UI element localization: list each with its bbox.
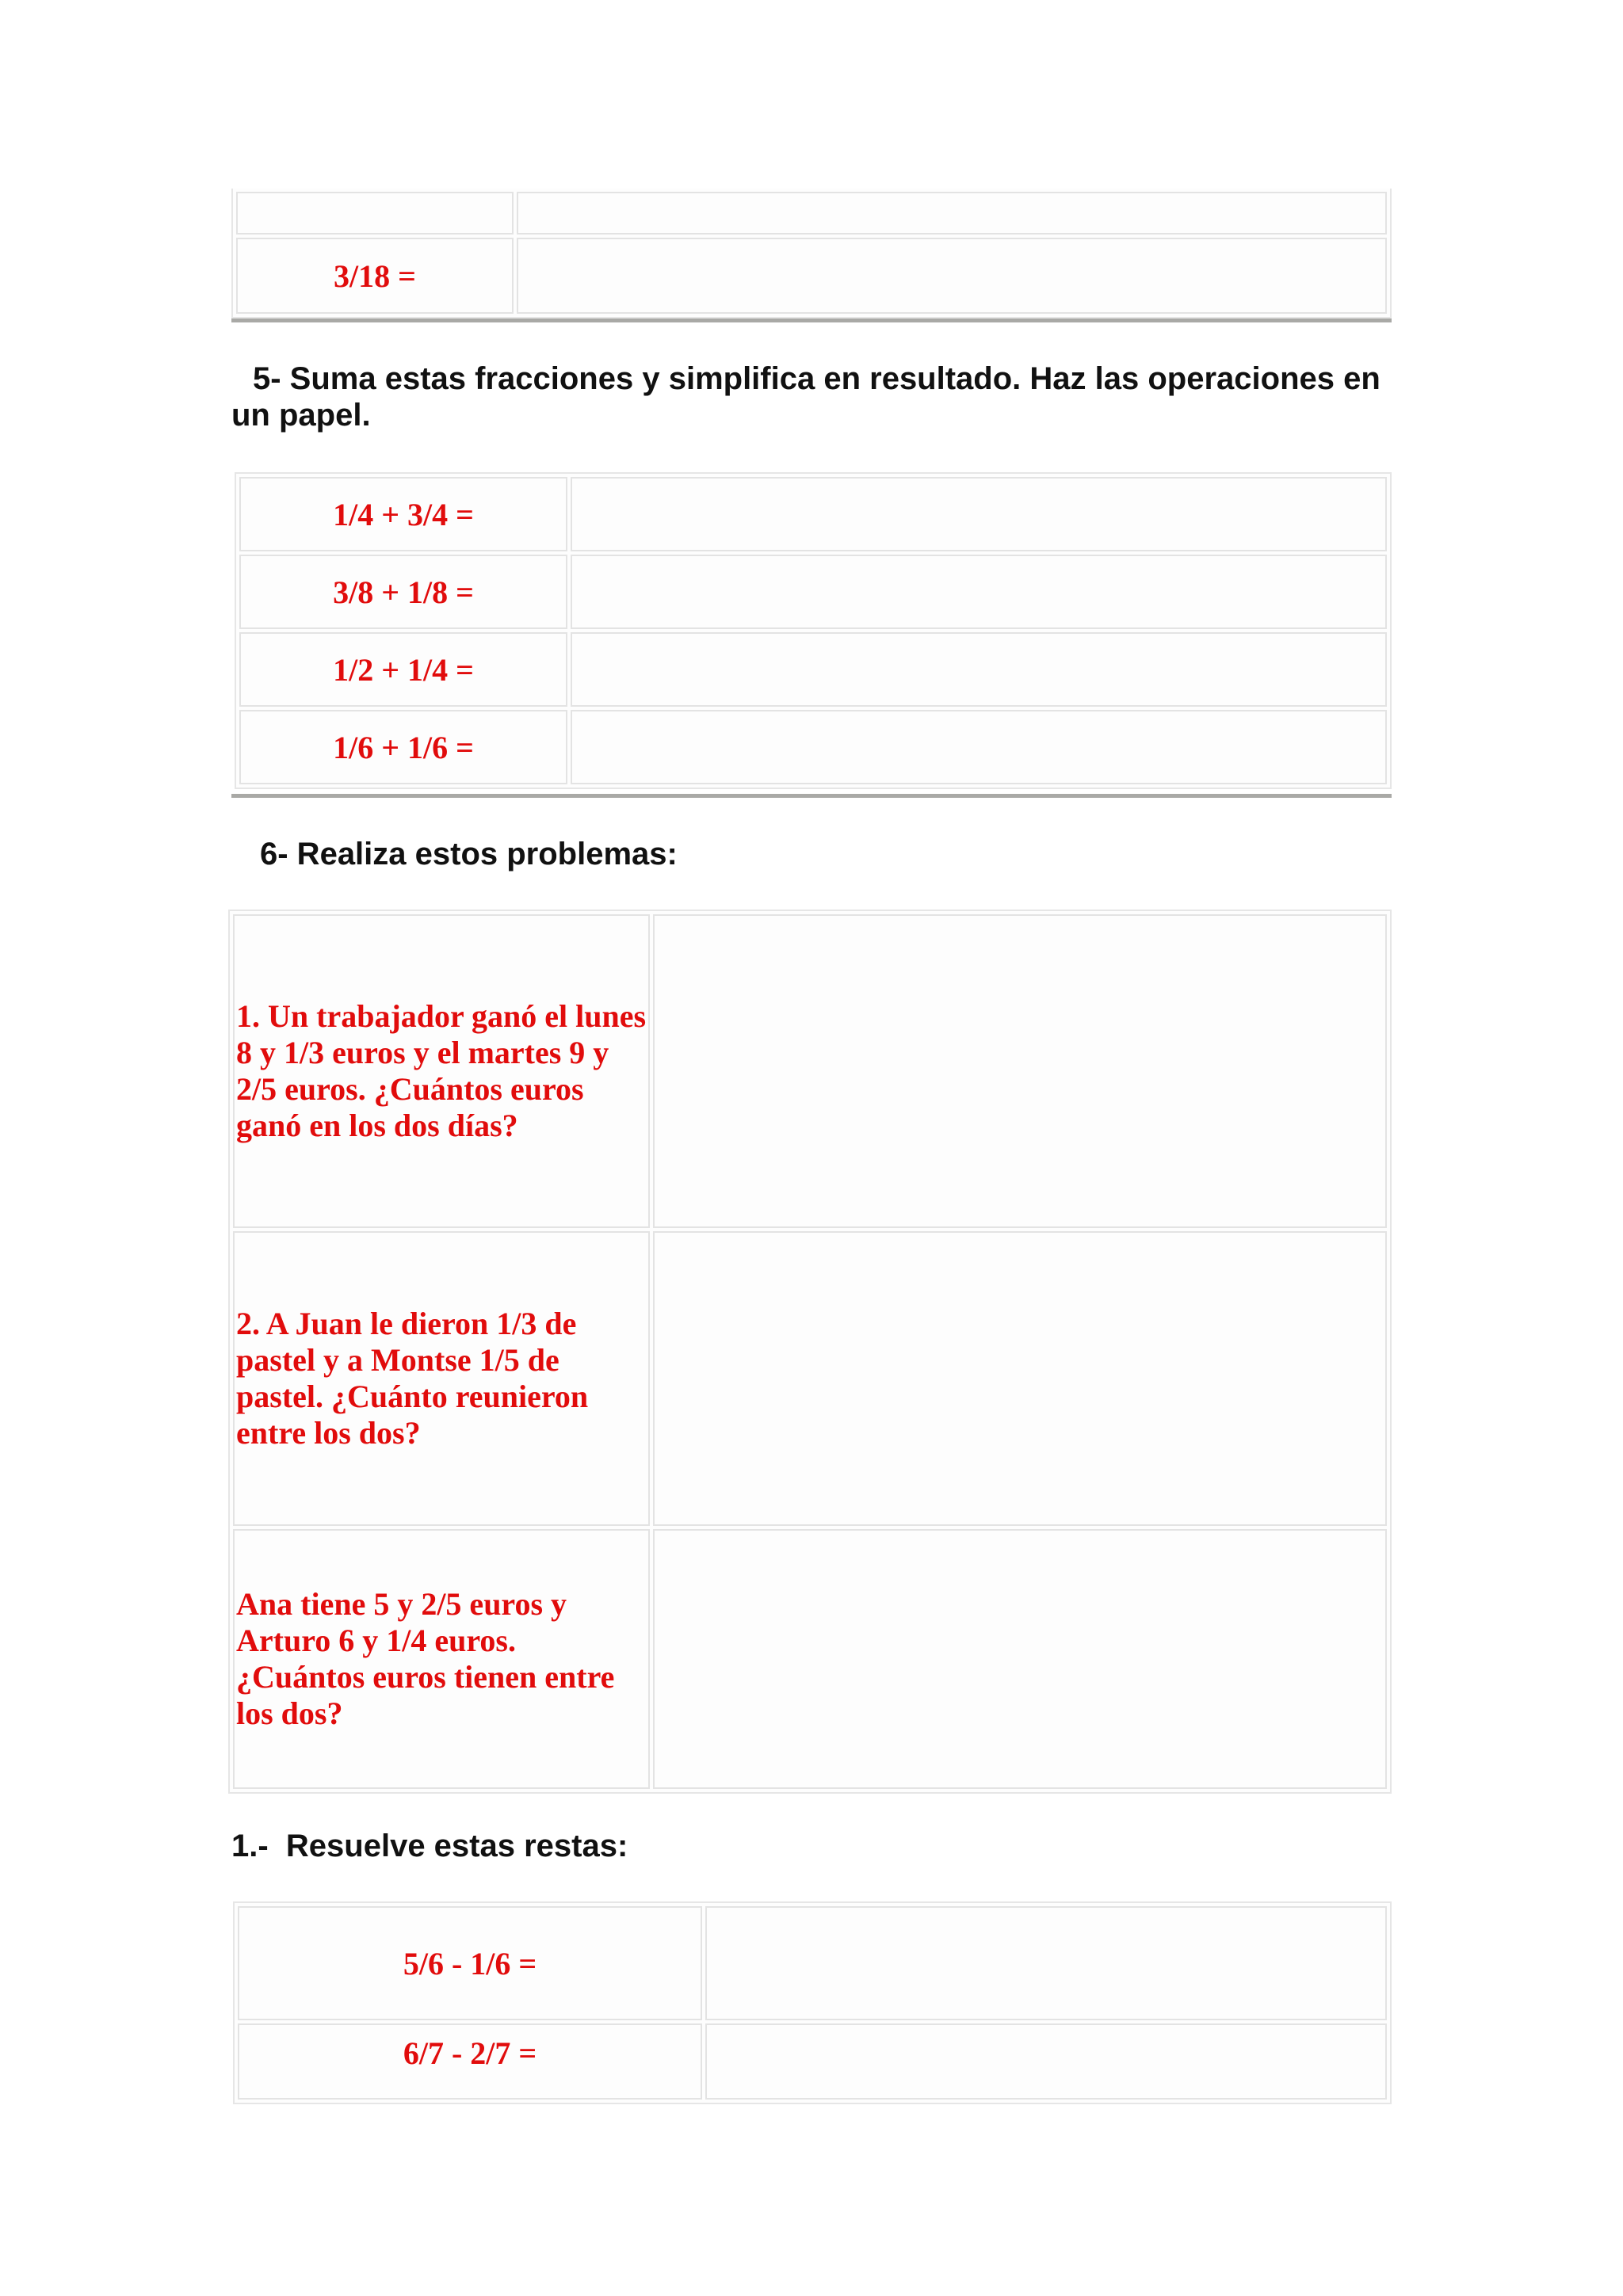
fractions-table-top [231, 189, 1392, 318]
expression-text: 1/4 + 3/4 = [333, 496, 474, 532]
table-row [236, 238, 1387, 314]
separator-rule [231, 794, 1392, 798]
problems-table [228, 910, 1392, 1794]
answer-cell[interactable] [653, 1231, 1387, 1526]
expression-cell [239, 710, 567, 784]
expression-text: 1/2 + 1/4 = [333, 651, 474, 688]
expression-cell [236, 192, 514, 235]
expression-cell [239, 632, 567, 707]
expression-cell [239, 555, 567, 629]
expression-cell [238, 1906, 702, 2020]
expression-text: 1/6 + 1/6 = [333, 729, 474, 765]
problem-cell [233, 1529, 650, 1789]
answer-cell[interactable] [571, 477, 1387, 551]
answer-cell[interactable] [517, 192, 1387, 235]
answer-cell[interactable] [705, 2023, 1387, 2100]
problem-text: Ana tiene 5 y 2/5 euros y Arturo 6 y 1/4 euros. ¿Cuántos euros tienen entre los dos? [236, 1586, 615, 1731]
problem-text: 2. A Juan le dieron 1/3 de pastel y a Montse 1/5 de pastel. ¿Cuánto reunieron entre los dos? [236, 1306, 589, 1451]
section-6-heading: 6- Realiza estos problemas: [260, 837, 678, 871]
table-row [238, 2023, 1387, 2100]
answer-cell[interactable] [571, 555, 1387, 629]
expression-cell [238, 2023, 702, 2100]
expression-text: 5/6 - 1/6 = [403, 1945, 537, 1981]
answer-cell[interactable] [653, 914, 1387, 1228]
expression-text: 3/8 + 1/8 = [333, 574, 474, 610]
table-row [233, 1529, 1387, 1789]
answer-cell[interactable] [517, 238, 1387, 314]
table-row [233, 1231, 1387, 1526]
expression-text: 3/18 = [334, 257, 416, 294]
table-row [239, 710, 1387, 784]
addition-table [235, 472, 1392, 789]
table-row [238, 1906, 1387, 2020]
problem-cell [233, 1231, 650, 1526]
table-row [239, 555, 1387, 629]
section-5-heading: 5- Suma estas fracciones y simplifica en resultado. Haz las operaciones en un papel. [231, 361, 1381, 433]
table-row [233, 914, 1387, 1228]
expression-text: 6/7 - 2/7 = [403, 2035, 537, 2071]
problem-text: 1. Un trabajador ganó el lunes 8 y 1/3 euros y el martes 9 y 2/5 euros. ¿Cuántos euros ganó en los dos días? [236, 998, 647, 1143]
separator-rule [231, 318, 1392, 322]
problem-cell [233, 914, 650, 1228]
answer-cell[interactable] [571, 710, 1387, 784]
answer-cell[interactable] [705, 1906, 1387, 2020]
section-1-heading: 1.- Resuelve estas restas: [231, 1829, 628, 1863]
table-row [239, 632, 1387, 707]
expression-cell [239, 477, 567, 551]
expression-cell [236, 238, 514, 314]
table-row [239, 477, 1387, 551]
subtraction-table [233, 1901, 1392, 2104]
answer-cell[interactable] [571, 632, 1387, 707]
answer-cell[interactable] [653, 1529, 1387, 1789]
table-row [236, 192, 1387, 235]
